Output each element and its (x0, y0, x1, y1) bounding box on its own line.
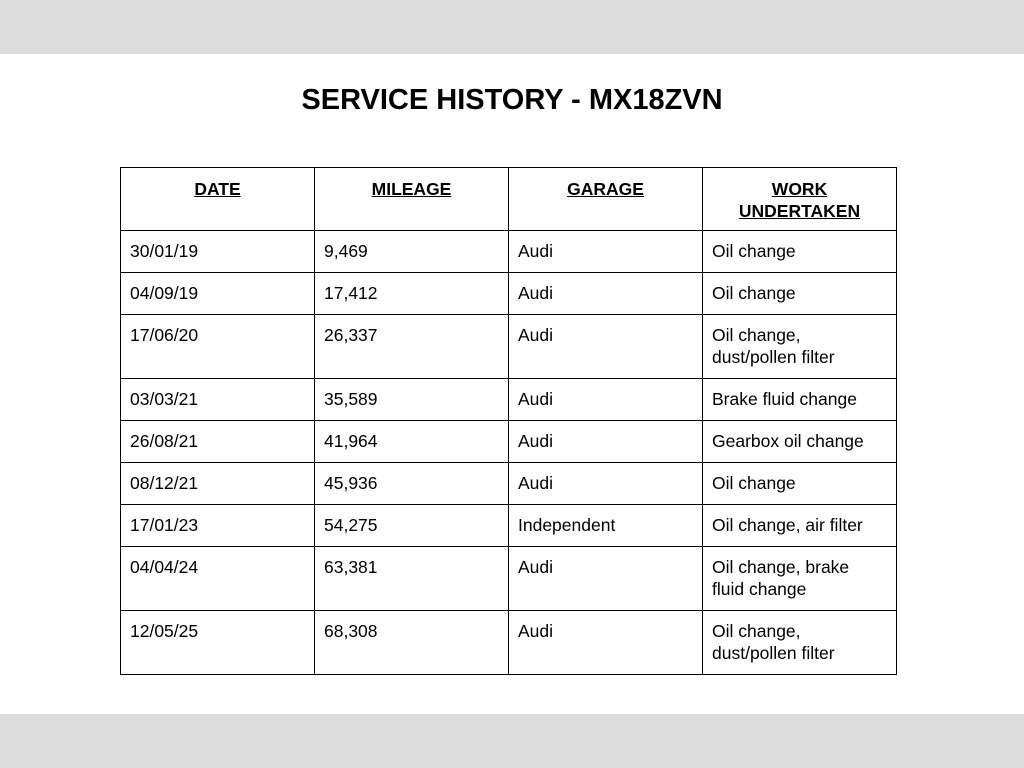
cell-garage: Audi (509, 463, 703, 505)
cell-date: 26/08/21 (121, 421, 315, 463)
bottom-margin-band (0, 714, 1024, 768)
table-row (121, 315, 897, 379)
cell-date: 08/12/21 (121, 463, 315, 505)
table-row (121, 379, 897, 421)
cell-mileage: 9,469 (315, 231, 509, 273)
cell-date: 04/04/24 (121, 547, 315, 611)
cell-mileage: 35,589 (315, 379, 509, 421)
cell-mileage: 45,936 (315, 463, 509, 505)
cell-date: 12/05/25 (121, 611, 315, 675)
cell-mileage: 41,964 (315, 421, 509, 463)
header-work-line-2: UNDERTAKEN (738, 201, 861, 221)
cell-garage: Audi (509, 547, 703, 611)
header-date: DATE (121, 168, 315, 231)
cell-work-undertaken: Oil change, brake fluid change (703, 547, 897, 611)
cell-mileage: 26,337 (315, 315, 509, 379)
cell-work-undertaken: Oil change (703, 273, 897, 315)
cell-garage: Audi (509, 231, 703, 273)
cell-garage: Audi (509, 315, 703, 379)
header-work-undertaken (703, 168, 897, 231)
cell-date: 17/06/20 (121, 315, 315, 379)
cell-work-undertaken: Oil change (703, 463, 897, 505)
cell-work-undertaken: Oil change, dust/pollen filter (703, 315, 897, 379)
cell-work-undertaken: Gearbox oil change (703, 421, 897, 463)
header-garage: GARAGE (509, 168, 703, 231)
page-title: SERVICE HISTORY - MX18ZVN (301, 84, 723, 116)
table-row (121, 231, 897, 273)
header-mileage: MILEAGE (315, 168, 509, 231)
cell-garage: Audi (509, 421, 703, 463)
cell-mileage: 63,381 (315, 547, 509, 611)
cell-garage: Audi (509, 611, 703, 675)
table-row (121, 273, 897, 315)
cell-work-undertaken: Oil change (703, 231, 897, 273)
cell-mileage: 68,308 (315, 611, 509, 675)
table-row (121, 421, 897, 463)
header-work-line-1: WORK (771, 179, 828, 199)
cell-mileage: 54,275 (315, 505, 509, 547)
cell-work-undertaken: Oil change, dust/pollen filter (703, 611, 897, 675)
table-row (121, 463, 897, 505)
service-history-table (120, 167, 897, 675)
cell-date: 17/01/23 (121, 505, 315, 547)
cell-date: 30/01/19 (121, 231, 315, 273)
cell-work-undertaken: Oil change, air filter (703, 505, 897, 547)
cell-garage: Independent (509, 505, 703, 547)
cell-date: 03/03/21 (121, 379, 315, 421)
cell-mileage: 17,412 (315, 273, 509, 315)
table-row (121, 505, 897, 547)
cell-garage: Audi (509, 273, 703, 315)
document-page (0, 54, 1024, 714)
table-header-row (121, 168, 897, 231)
table-row (121, 611, 897, 675)
table-row (121, 547, 897, 611)
cell-garage: Audi (509, 379, 703, 421)
cell-work-undertaken: Brake fluid change (703, 379, 897, 421)
cell-date: 04/09/19 (121, 273, 315, 315)
top-margin-band (0, 0, 1024, 54)
